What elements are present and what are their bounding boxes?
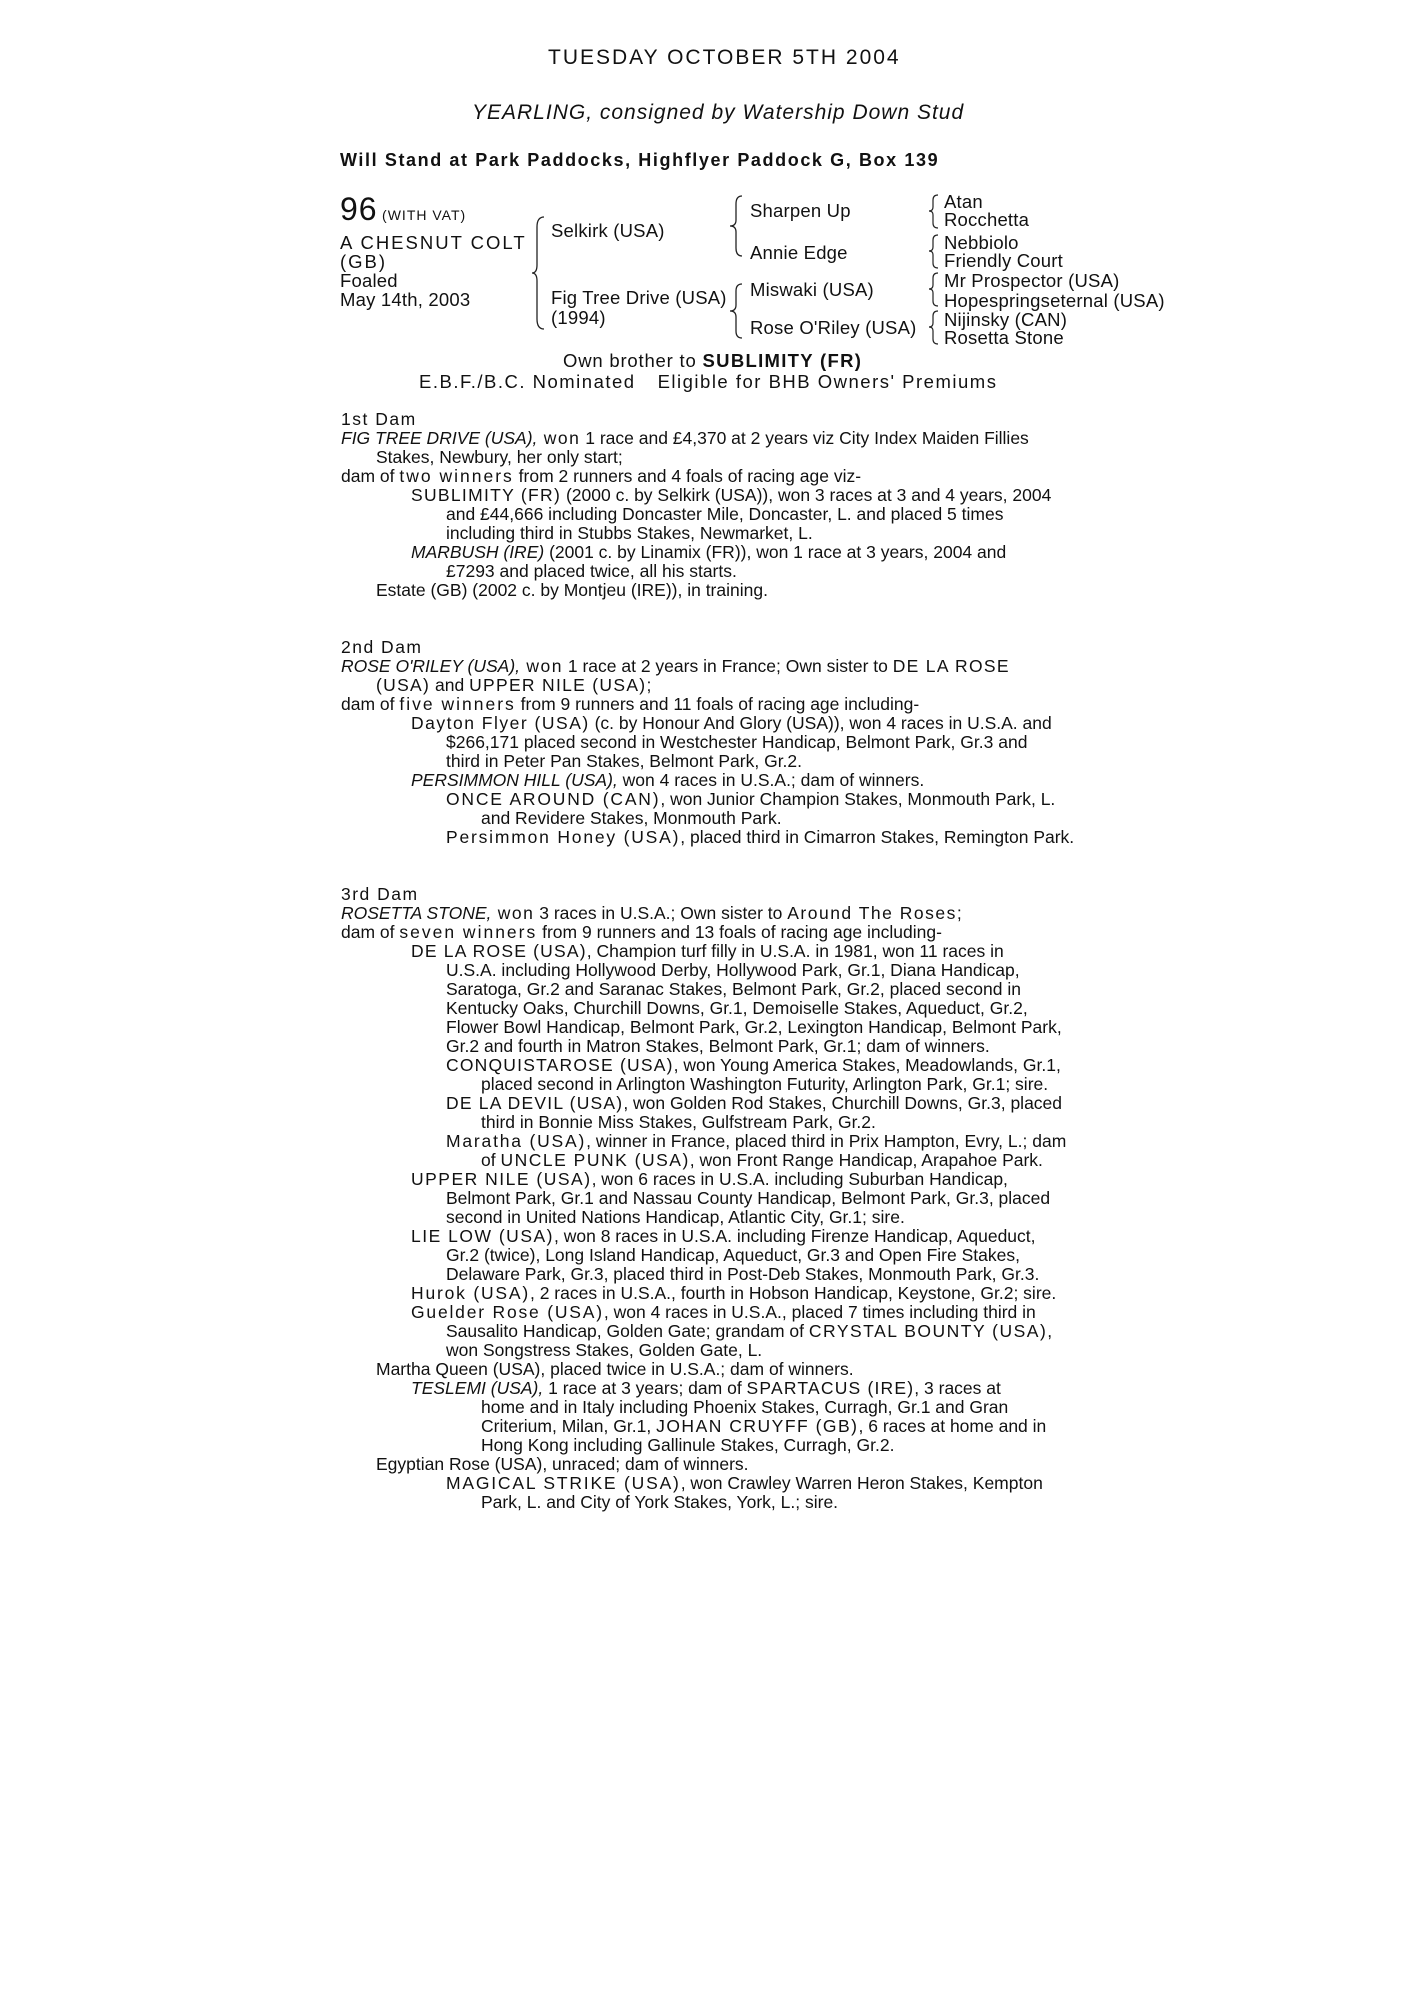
third-dam-line: Gr.2 and fourth in Matron Stakes, Belmont Park, Gr.1; dam of winners. (446, 1036, 990, 1056)
pedigree-brace-g3-1 (928, 194, 940, 230)
third-dam-line: ROSETTA STONE, won 3 races in U.S.A.; Own sister to Around The Roses; (341, 903, 962, 923)
third-dam-line: DE LA ROSE (USA), Champion turf filly in U.S.A. in 1981, won 11 races in (411, 941, 1004, 961)
foaled-date: May 14th, 2003 (340, 289, 471, 310)
first-dam-line: SUBLIMITY (FR) (2000 c. by Selkirk (USA)), won 3 races at 3 and 4 years, 2004 (411, 485, 1052, 505)
second-dam-line: third in Peter Pan Stakes, Belmont Park, Gr.2. (446, 751, 803, 771)
third-dam-line: home and in Italy including Phoenix Stakes, Curragh, Gr.1 and Gran (481, 1397, 1009, 1417)
third-dam-line: Gr.2 (twice), Long Island Handicap, Aqueduct, Gr.3 and Open Fire Stakes, (446, 1245, 1020, 1265)
third-dam-line: Martha Queen (USA), placed twice in U.S.A.; dam of winners. (376, 1359, 854, 1379)
third-dam-line: DE LA DEVIL (USA), won Golden Rod Stakes, Churchill Downs, Gr.3, placed (446, 1093, 1063, 1113)
third-dam-line: Maratha (USA), winner in France, placed third in Prix Hampton, Evry, L.; dam (446, 1131, 1067, 1151)
eligibility-note: E.B.F./B.C. Nominated Eligible for BHB Owners' Premiums (419, 371, 998, 392)
lot-description-origin: (GB) (340, 251, 388, 272)
third-dam-line: Park, L. and City of York Stakes, York, L.; sire. (481, 1492, 839, 1512)
third-dam-line: Flower Bowl Handicap, Belmont Park, Gr.2, Lexington Handicap, Belmont Park, (446, 1017, 1062, 1037)
second-dam-line: $266,171 placed second in Westchester Handicap, Belmont Park, Gr.3 and (446, 732, 1028, 752)
pedigree-brace-g3-4 (928, 310, 940, 346)
stand-location: Will Stand at Park Paddocks, Highflyer Paddock G, Box 139 (340, 150, 940, 170)
first-dam-line: Stakes, Newbury, her only start; (376, 447, 623, 467)
dam-year: (1994) (551, 307, 606, 328)
third-dam-line: placed second in Arlington Washington Futurity, Arlington Park, Gr.1; sire. (481, 1074, 1049, 1094)
third-dam-line: Sausalito Handicap, Golden Gate; grandam of CRYSTAL BOUNTY (USA), (446, 1321, 1053, 1341)
third-dam-line: U.S.A. including Hollywood Derby, Hollywood Park, Gr.1, Diana Handicap, (446, 960, 1020, 980)
dam-dam: Rose O'Riley (USA) (750, 317, 917, 338)
third-dam-line: Hurok (USA), 2 races in U.S.A., fourth in Hobson Handicap, Keystone, Gr.2; sire. (411, 1283, 1057, 1303)
pedigree-brace-sire (728, 194, 744, 258)
sire-sire: Sharpen Up (750, 200, 851, 221)
second-dam-line: Dayton Flyer (USA) (c. by Honour And Glory (USA)), won 4 races in U.S.A. and (411, 713, 1052, 733)
g3-friendly-court: Friendly Court (944, 250, 1063, 271)
lot-number-line (340, 191, 466, 228)
third-dam-line: CONQUISTAROSE (USA), won Young America Stakes, Meadowlands, Gr.1, (446, 1055, 1061, 1075)
g3-nebbiolo: Nebbiolo (944, 232, 1019, 253)
g3-nijinsky: Nijinsky (CAN) (944, 309, 1068, 330)
lot-description: A CHESNUT COLT (340, 232, 527, 253)
second-dam-line: dam of five winners from 9 runners and 11 foals of racing age including- (341, 694, 920, 714)
third-dam-line: of UNCLE PUNK (USA), won Front Range Handicap, Arapahoe Park. (481, 1150, 1043, 1170)
g3-rocchetta: Rocchetta (944, 209, 1030, 230)
consignor-line: YEARLING, consigned by Watership Down Stud (472, 101, 965, 124)
second-dam-line: ROSE O'RILEY (USA), won 1 race at 2 years in France; Own sister to DE LA ROSE (341, 656, 1010, 676)
third-dam-line: TESLEMI (USA), 1 race at 3 years; dam of SPARTACUS (IRE), 3 races at (411, 1378, 1001, 1398)
g3-atan: Atan (944, 191, 983, 212)
second-dam-line: and Revidere Stakes, Monmouth Park. (481, 808, 782, 828)
first-dam-heading: 1st Dam (341, 409, 417, 429)
pedigree-brace-main (530, 215, 546, 331)
second-dam-line: PERSIMMON HILL (USA), won 4 races in U.S.A.; dam of winners. (411, 770, 925, 790)
sale-date: TUESDAY OCTOBER 5TH 2004 (548, 46, 901, 69)
first-dam-line: and £44,666 including Doncaster Mile, Doncaster, L. and placed 5 times (446, 504, 1004, 524)
pedigree-brace-g3-2 (928, 234, 940, 270)
first-dam-line: including third in Stubbs Stakes, Newmarket, L. (446, 523, 813, 543)
g3-mr-prospector: Mr Prospector (USA) (944, 270, 1120, 291)
second-dam-line: Persimmon Honey (USA), placed third in Cimarron Stakes, Remington Park. (446, 827, 1075, 847)
third-dam-line: third in Bonnie Miss Stakes, Gulfstream Park, Gr.2. (481, 1112, 876, 1132)
third-dam-line: MAGICAL STRIKE (USA), won Crawley Warren Heron Stakes, Kempton (446, 1473, 1043, 1493)
second-dam-heading: 2nd Dam (341, 637, 423, 657)
third-dam-line: Belmont Park, Gr.1 and Nassau County Handicap, Belmont Park, Gr.3, placed (446, 1188, 1051, 1208)
third-dam-line: Criterium, Milan, Gr.1, JOHAN CRUYFF (GB), 6 races at home and in (481, 1416, 1047, 1436)
first-dam-line: MARBUSH (IRE) (2001 c. by Linamix (FR)), won 1 race at 3 years, 2004 and (411, 542, 1007, 562)
third-dam-line: second in United Nations Handicap, Atlantic City, Gr.1; sire. (446, 1207, 905, 1227)
second-dam-line: ONCE AROUND (CAN), won Junior Champion Stakes, Monmouth Park, L. (446, 789, 1056, 809)
sire-name: Selkirk (USA) (551, 220, 665, 241)
third-dam-line: LIE LOW (USA), won 8 races in U.S.A. including Firenze Handicap, Aqueduct, (411, 1226, 1036, 1246)
second-dam-line: (USA) and UPPER NILE (USA); (376, 675, 652, 695)
vat-note: (WITH VAT) (382, 207, 467, 223)
lot-number: 96 (340, 191, 378, 227)
third-dam-line: Hong Kong including Gallinule Stakes, Curragh, Gr.2. (481, 1435, 895, 1455)
third-dam-line: UPPER NILE (USA), won 6 races in U.S.A. including Suburban Handicap, (411, 1169, 1008, 1189)
g3-hopespringseternal: Hopespringseternal (USA) (944, 290, 1165, 311)
dam-sire: Miswaki (USA) (750, 279, 874, 300)
foaled-label: Foaled (340, 270, 398, 291)
third-dam-line: Egyptian Rose (USA), unraced; dam of winners. (376, 1454, 749, 1474)
own-brother-note: Own brother to SUBLIMITY (FR) (563, 350, 863, 371)
pedigree-brace-dam (728, 282, 744, 340)
g3-rosetta-stone: Rosetta Stone (944, 327, 1064, 348)
third-dam-line: won Songstress Stakes, Golden Gate, L. (446, 1340, 763, 1360)
third-dam-line: dam of seven winners from 9 runners and 13 foals of racing age including- (341, 922, 942, 942)
first-dam-line: dam of two winners from 2 runners and 4 foals of racing age viz- (341, 466, 862, 486)
first-dam-line: Estate (GB) (2002 c. by Montjeu (IRE)), in training. (376, 580, 768, 600)
first-dam-line: FIG TREE DRIVE (USA), won 1 race and £4,370 at 2 years viz City Index Maiden Fillies (341, 428, 1029, 448)
third-dam-line: Kentucky Oaks, Churchill Downs, Gr.1, Demoiselle Stakes, Aqueduct, Gr.2, (446, 998, 1028, 1018)
pedigree-brace-g3-3 (928, 272, 940, 308)
third-dam-heading: 3rd Dam (341, 884, 419, 904)
third-dam-line: Saratoga, Gr.2 and Saranac Stakes, Belmont Park, Gr.2, placed second in (446, 979, 1021, 999)
dam-name: Fig Tree Drive (USA) (551, 287, 727, 308)
sire-dam: Annie Edge (750, 242, 848, 263)
third-dam-line: Delaware Park, Gr.3, placed third in Post-Deb Stakes, Monmouth Park, Gr.3. (446, 1264, 1040, 1284)
pedigree-notes-body (341, 410, 1077, 1512)
first-dam-line: £7293 and placed twice, all his starts. (446, 561, 737, 581)
third-dam-line: Guelder Rose (USA), won 4 races in U.S.A., placed 7 times including third in (411, 1302, 1036, 1322)
